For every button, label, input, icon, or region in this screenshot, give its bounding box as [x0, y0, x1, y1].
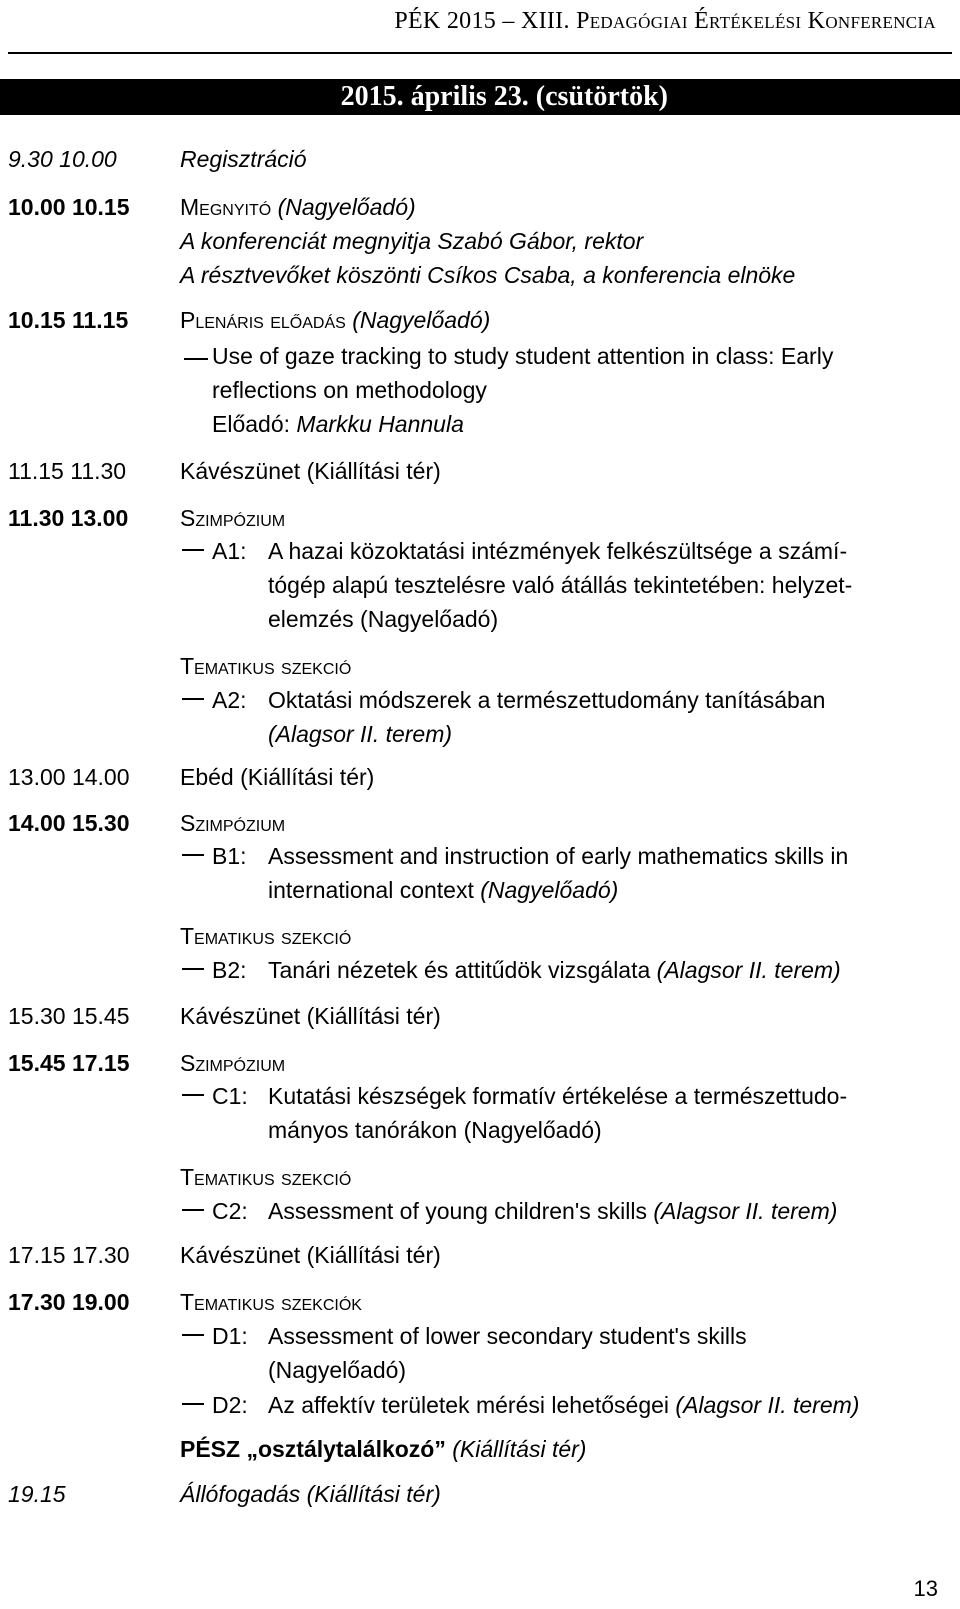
item-title-cont	[268, 877, 618, 904]
venue: (Nagyelőadó)	[268, 1357, 407, 1383]
plenary-talk-title-cont: reflections on methodology	[212, 377, 487, 403]
dash-bullet	[182, 1403, 204, 1405]
session-title: Állófogadás (Kiállítási tér)	[180, 1481, 441, 1507]
venue: (Nagyelőadó)	[480, 877, 619, 903]
session-time: 15.45 17.15	[8, 1050, 130, 1076]
session-title: Ebéd (Kiállítási tér)	[180, 764, 375, 790]
session-time: 9.30 10.00	[8, 146, 117, 172]
venue: (Nagyelőadó)	[463, 1117, 602, 1143]
item-title: Assessment of lower secondary student's skills	[268, 1323, 747, 1349]
welcome-line: A résztvevőket köszönti Csíkos Csaba, a konferencia elnöke	[180, 262, 796, 288]
dash-bullet	[182, 1209, 204, 1211]
item-code: D2:	[212, 1392, 248, 1418]
item-title: Assessment and instruction of early mathematics skills in	[268, 843, 849, 869]
item-title-end: mányos tanórákon	[268, 1117, 458, 1143]
item-title: Oktatási módszerek a természettudomány tanításában	[268, 687, 826, 713]
item-code: C1:	[212, 1083, 248, 1109]
session-time: 17.30 19.00	[8, 1289, 130, 1315]
item-code: A2:	[212, 687, 247, 713]
venue: (Kiállítási tér)	[452, 1436, 587, 1462]
venue: (Alagsor II. terem)	[268, 721, 453, 747]
item-code: D1:	[212, 1323, 248, 1349]
item-title-text: Az affektív területek mérési lehetőségei	[268, 1392, 670, 1418]
session-time: 11.30 13.00	[8, 505, 129, 531]
venue: (Nagyelőadó)	[360, 606, 499, 632]
header-rule	[8, 52, 952, 54]
session-time: 15.30 15.45	[8, 1003, 130, 1029]
session-heading: Szimpózium	[180, 1050, 286, 1076]
speaker-label: Előadó:	[212, 411, 291, 437]
plenary-talk-title: Use of gaze tracking to study student attention in class: Early	[212, 343, 834, 369]
item-title	[268, 1392, 859, 1419]
venue: (Alagsor II. terem)	[675, 1392, 860, 1418]
dash-bullet	[182, 1094, 204, 1096]
pesz-title: PÉSZ „osztálytalálkozó”	[180, 1436, 446, 1462]
item-code: C2:	[212, 1198, 248, 1224]
item-title	[268, 957, 841, 984]
session-heading	[180, 194, 416, 221]
item-code: B2:	[212, 957, 247, 983]
session-title: Kávészünet (Kiállítási tér)	[180, 1003, 441, 1029]
session-time: 17.15 17.30	[8, 1242, 130, 1268]
conference-title: PÉK 2015 – XIII. Pedagógiai Értékelési Konferencia	[394, 8, 936, 34]
item-title-end: international context	[268, 877, 474, 903]
dash-bullet	[182, 1334, 204, 1336]
venue: (Nagyelőadó)	[277, 194, 416, 220]
session-heading: Szimpózium	[180, 810, 286, 836]
pesz-meeting	[180, 1436, 586, 1463]
item-title: A hazai közoktatási intézmények felkészültsége a számí-	[268, 538, 848, 564]
section-heading: Tematikus szekció	[180, 1164, 352, 1190]
opening-line: A konferenciát megnyitja Szabó Gábor, rektor	[180, 228, 644, 254]
venue: (Alagsor II. terem)	[653, 1198, 838, 1224]
dash-bullet	[182, 854, 204, 856]
item-title-text: Tanári nézetek és attitűdök vizsgálata	[268, 957, 651, 983]
session-heading	[180, 307, 490, 334]
session-time: 14.00 15.30	[8, 810, 130, 836]
session-time: 11.15 11.30	[8, 458, 127, 484]
heading-label: Megnyitó	[180, 194, 272, 220]
item-title-cont: tógép alapú tesztelésre való átállás tekintetében: helyzet-	[268, 572, 853, 598]
session-heading: Tematikus szekciók	[180, 1289, 362, 1315]
session-time: 10.00 10.15	[8, 194, 130, 220]
heading-label: Plenáris előadás	[180, 307, 346, 333]
dash-bullet	[184, 358, 208, 360]
date-banner: 2015. április 23. (csütörtök)	[0, 79, 960, 115]
item-title-cont	[268, 1117, 602, 1144]
session-time: 13.00 14.00	[8, 764, 130, 790]
dash-bullet	[182, 698, 204, 700]
page-number: 13	[913, 1576, 938, 1601]
session-time: 10.15 11.15	[8, 307, 129, 333]
item-title-end: elemzés	[268, 606, 354, 632]
session-title: Kávészünet (Kiállítási tér)	[180, 458, 441, 484]
item-title	[268, 1198, 837, 1225]
section-heading: Tematikus szekció	[180, 653, 352, 679]
item-code: A1:	[212, 538, 247, 564]
item-title: Kutatási készségek formatív értékelése a természettudo-	[268, 1083, 848, 1109]
venue: (Nagyelőadó)	[352, 307, 491, 333]
session-heading: Szimpózium	[180, 505, 286, 531]
dash-bullet	[182, 968, 204, 970]
session-title: Kávészünet (Kiállítási tér)	[180, 1242, 441, 1268]
session-title: Regisztráció	[180, 146, 307, 172]
section-heading: Tematikus szekció	[180, 923, 352, 949]
item-title-cont	[268, 606, 498, 633]
dash-bullet	[182, 549, 204, 551]
item-title-text: Assessment of young children's skills	[268, 1198, 647, 1224]
venue: (Alagsor II. terem)	[656, 957, 841, 983]
session-time: 19.15	[8, 1481, 66, 1507]
speaker-name: Markku Hannula	[296, 411, 464, 437]
speaker-line	[212, 411, 464, 438]
item-code: B1:	[212, 843, 247, 869]
